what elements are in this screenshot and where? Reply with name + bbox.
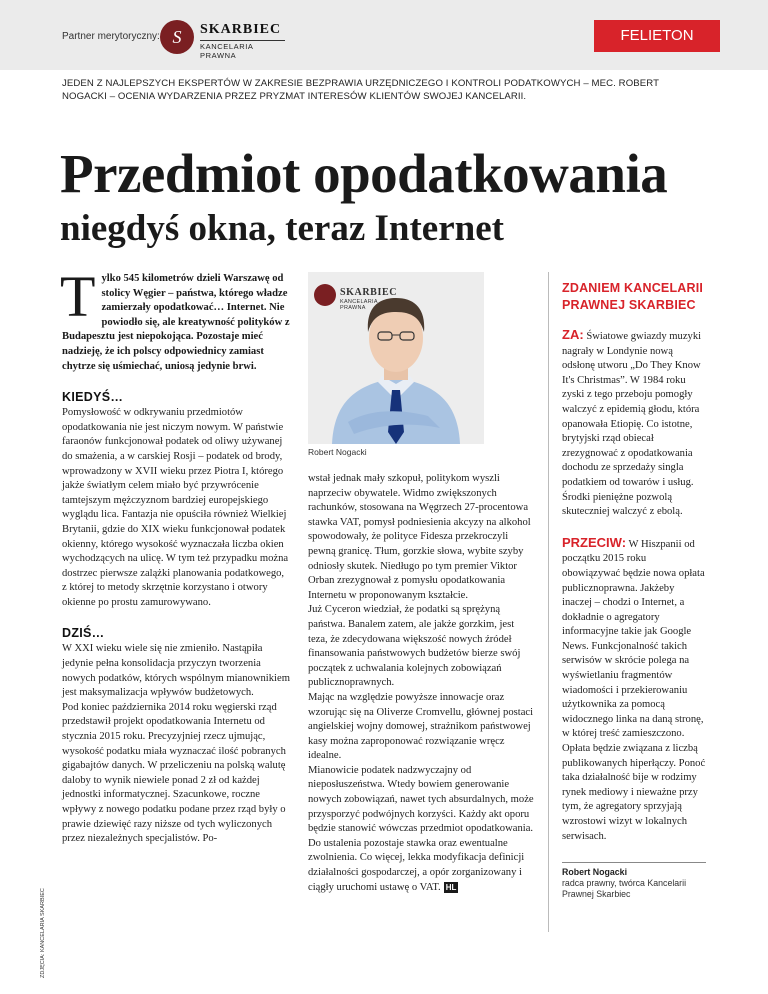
photo-credit-text: ZDJĘCIA: KANCELARIA SKARBIEC bbox=[40, 888, 46, 978]
sidebar bbox=[562, 280, 706, 900]
sidebar-pro bbox=[562, 328, 706, 520]
con-tag: PRZECIW: bbox=[562, 534, 627, 550]
pro-tag: ZA: bbox=[562, 327, 584, 342]
paragraph-middle-4-text: Mianowicie podatek nadzwyczajny od nieposłuszeństwa. Wtedy bowiem generowanie nowych zobowiązań, nawet tych absurdalnych, może przysporzyć podwójnych korzyści. Każdy akt oporu będzie stanowić wówczas przedmiot opodatkowania. Do ustalenia pozostaje stawka oraz ewentualne zwolnienia. Co więcej, lekka modyfikacja definicji działalności gospodarczej, a opór zorganizowany i ciągły uruchomi ustawę o VAT. bbox=[308, 764, 534, 893]
photo-caption: Robert Nogacki bbox=[308, 447, 367, 457]
person-illustration bbox=[308, 272, 484, 444]
author-signature bbox=[562, 862, 706, 900]
logo-name: SKARBIEC bbox=[200, 22, 282, 37]
photo-logo-subtitle: KANCELARIA PRAWNA bbox=[340, 299, 378, 311]
drop-cap: T bbox=[60, 264, 96, 329]
author-name: Robert Nogacki bbox=[562, 867, 628, 878]
heading-now: DZIŚ… bbox=[62, 626, 105, 641]
sidebar-divider bbox=[548, 272, 549, 932]
seal-icon: S bbox=[160, 20, 194, 54]
column-middle bbox=[308, 472, 536, 895]
sidebar-con bbox=[562, 536, 706, 844]
author-photo bbox=[308, 272, 484, 444]
article-subtitle: niegdyś okna, teraz Internet bbox=[60, 208, 504, 249]
article-title: Przedmiot opodatkowania bbox=[60, 143, 668, 204]
author-role: radca prawny, twórca Kancelarii Prawnej Skarbiec bbox=[562, 878, 687, 900]
lead-text: JEDEN Z NAJLEPSZYCH EKSPERTÓW W ZAKRESIE BEZPRAWIA URZĘDNICZEGO I KONTROLI PODATKOWYCH – MEC. ROBERT NOGACKI – OCENIA WYDARZENIA PRZEZ PRYZMAT INTERESÓW KLIENTÓW SWOJEJ KANCELARII. bbox=[62, 78, 659, 102]
partner-label: Partner merytoryczny: bbox=[62, 31, 160, 42]
partner-logo[interactable] bbox=[160, 18, 285, 58]
logo-subtitle: KANCELARIA PRAWNA bbox=[200, 40, 285, 60]
intro-text: ylko 545 kilometrów dzieli Warszawę od stolicy Węgier – państwa, którego władze zamierzały opodatkować… Internet. Nie powiodło się, ale kreatywność polityków z Budapesztu jest niepokojąca. Pozostaje mieć nadzieję, że ich polscy odpowiednicy zamiast chytrze się uśmiechać, uniosą jedynie brwi. bbox=[62, 273, 290, 372]
paragraph-middle-2: Już Cyceron wiedział, że podatki są sprężyną państwa. Banalem zatem, ale jakże gorzkim, jest teza, że zdecydowana większość nowych źródeł finansowania państwowych budżetów bierze swój początek z uchwalania kolejnych zobowiązań publicznoprawnych. bbox=[308, 604, 521, 689]
intro-paragraph bbox=[60, 264, 290, 374]
photo-logo-name: SKARBIEC bbox=[340, 287, 398, 298]
section-tab: FELIETON bbox=[594, 20, 720, 52]
heading-before: KIEDYŚ… bbox=[62, 390, 124, 405]
end-mark: HL bbox=[445, 882, 457, 892]
sidebar-heading: ZDANIEM KANCELARII PRAWNEJ SKARBIEC bbox=[562, 281, 704, 312]
paragraph-middle-4 bbox=[308, 764, 536, 895]
con-text: W Hiszpanii od początku 2015 roku obowiązywać będzie nowa opłata publicznoprawna. Jakżeby inaczej – chodzi o Internet, a dokładnie o agregatory informacyjne takie jak Google News. Funkcjonalność takich serwisów w skrócie polega na wyświetlaniu fragmentów wiadomości i przekierowaniu użytkownika za pomocą widocznego linka na daną stronę, w której treść zamieszczono. Opłata będzie związana z liczbą publikowanych hiperłączy. Ponoć taka działalność bije w rodzimy rynek mediowy i nieważne przy tym, że agregatory sprzyjają wzrostowi wizyt w lokalnych serwisach. bbox=[562, 538, 706, 842]
paragraph-before: Pomysłowość w odkrywaniu przedmiotów opodatkowania nie jest niczym nowym. W państwie faraonów funkcjonował podatek od oliwy używanej do smażenia, a w carskiej Rosji – podatek od brody, wprowadzony w XVII wieku przez Piotra I, którego jakże światłym celem miało być przywrócenie tamtejszym mężczyznom bardziej europejskiego wyglądu lica. Fantazja nie opuściła również Wielkiej Brytanii, gdzie do XIX wieku funkcjonował podatek okienny, którego wysokość wyznaczała liczba okien wychodzących na ulicę. W tym też przypadku można dostrzec pierwsze zalążki planowania podatkowego, z której to metody skrzętnie korzystano i otwory okienne po prostu zamurowywano. bbox=[62, 407, 289, 608]
paragraph-middle-3: Mając na względzie powyższe innowacje oraz wzorując się na Oliverze Cromvellu, głównej postaci angielskiej wojny domowej, strażnikom państwowej kasy można zaproponować rozwiązanie wręcz idealne. bbox=[308, 691, 534, 762]
paragraph-now-2: Pod koniec października 2014 roku węgierski rząd przedstawił projekt opodatkowania Internetu od stycznia 2015 roku. Precyzyjniej rzecz ujmując, wysokość podatku miała wyznaczać ilość pobranych gigabajtów danych. W przeliczeniu na polską walutę daloby to wynik niewiele ponad 2 zł od każdej jednostki informatycznej. Szacunkowe, roczne wpływy z nowego podatku podane przez rząd były o prawie dziewięć razy niższe od tych wyliczonych przez niezależnych specjalistów. Po- bbox=[62, 701, 286, 845]
photo-credit bbox=[36, 888, 46, 982]
pro-text: Światowe gwiazdy muzyki nagrały w Londynie nową odsłonę utworu „Do They Know It's Christmas”. W 1984 roku zyski z tego przeboju pomogły walczyć z epidemią głodu, która opanowała Etiopię. Co istotne, brytyjski rząd obiecał zrezygnować z opodatkowania dochodu ze sprzedaży singla podatkiem od towarów i usług. Środki pieniężne pozwolą skuteczniej walczyć z ebolą. bbox=[562, 331, 702, 518]
paragraph-now-1: W XXI wieku wiele się nie zmieniło. Nastąpiła jedynie pełna konsolidacja przyczyn tworzenia nowych podatków, których wspólnym mianownikiem jest maksymalizacja wpływów budżetowych. bbox=[62, 643, 290, 699]
paragraph-middle-1: wstał jednak mały szkopuł, politykom wyszli naprzeciw obywatele. Widmo zwiększonych rachunków, stosowana na Węgrzech 27-procentowa stawka VAT, pomysł podniesienia akcyzy na alkohol spowodowały, że polityce Fidesza przekroczyli pewną granicę. Tłum, gorzkie słowa, wybite szyby odniosły skutek. Niedługo po tym premier Viktor Orban zrezygnował z pomysłu opodatkowania Internetu w proponowanym kształcie. bbox=[308, 473, 531, 601]
column-left bbox=[60, 264, 290, 847]
